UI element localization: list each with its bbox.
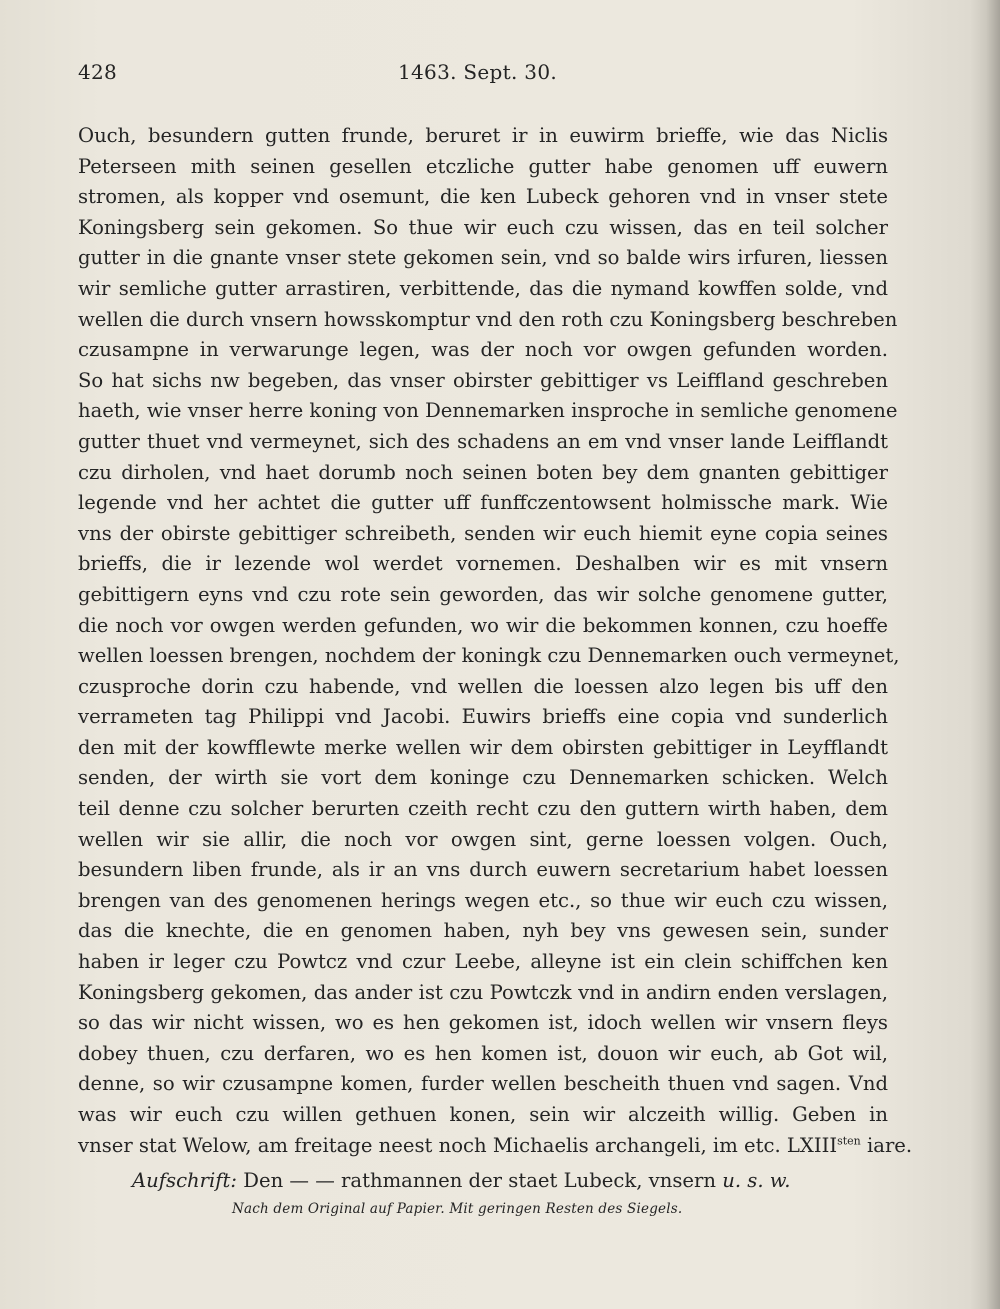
- text-line: besundern liben frunde, als ir an vns durch euwern secretarium habet loessen: [78, 858, 888, 882]
- address-text: Den — — rathmannen der staet Lubeck, vnsern: [237, 1169, 723, 1192]
- text-line: brieffs, die ir lezende wol werdet vornemen. Deshalben wir es mit vnsern: [78, 552, 888, 576]
- text-line: denne, so wir czusampne komen, furder wellen bescheith thuen vnd sagen. Vnd: [78, 1072, 888, 1096]
- text-line: Ouch, besundern gutten frunde, beruret ir in euwirm brieffe, wie das Niclis: [78, 124, 888, 147]
- text-line: So hat sichs nw begeben, das vnser obirster gebittiger vs Leiffland geschreben: [78, 368, 888, 392]
- text-line: dobey thuen, czu derfaren, wo es hen komen ist, douon wir euch, ab Got wil,: [78, 1041, 888, 1065]
- text-line: wellen die durch vnsern howsskomptur vnd den roth czu Koningsberg beschreben: [78, 307, 898, 331]
- text-line: haeth, wie vnser herre koning von Dennemarken insproche in semliche genomene: [78, 399, 898, 423]
- closing-date-text: vnser stat Welow, am freitage neest noch Michaelis archangeli, im etc. LXIII: [78, 1133, 838, 1157]
- page-edge-shadow: [986, 0, 1000, 1309]
- text-line: wir semliche gutter arrastiren, verbittende, das die nymand kowffen solde, vnd: [78, 276, 888, 300]
- text-line: teil denne czu solcher berurten czeith recht czu den guttern wirth haben, dem: [78, 797, 888, 821]
- date-heading: 1463. Sept. 30.: [398, 60, 558, 84]
- letter-body: [78, 121, 913, 1161]
- text-line: die noch vor owgen werden gefunden, wo wir die bekommen konnen, czu hoeffe: [78, 613, 888, 637]
- address-label: Aufschrift:: [132, 1169, 238, 1192]
- text-line: czusampne in verwarunge legen, was der noch vor owgen gefunden worden.: [78, 338, 888, 362]
- text-line: Koningsberg sein gekomen. So thue wir euch czu wissen, das en teil solcher: [78, 215, 888, 239]
- text-line: senden, der wirth sie vort dem koninge czu Dennemarken schicken. Welch: [78, 766, 888, 790]
- text-line: haben ir leger czu Powtcz vnd czur Leebe, alleyne ist ein clein schiffchen ken: [78, 950, 888, 974]
- text-line: gutter thuet vnd vermeynet, sich des schadens an em vnd vnser lande Leifflandt: [78, 429, 888, 453]
- text-line: czu dirholen, vnd haet dorumb noch seinen boten bey dem gnanten gebittiger: [78, 460, 888, 484]
- closing-date-line: [78, 1131, 913, 1162]
- text-line: den mit der kowfflewte merke wellen wir dem obirsten gebittiger in Leyfflandt: [78, 735, 888, 759]
- text-line: wellen loessen brengen, nochdem der koningk czu Dennemarken ouch vermeynet,: [78, 644, 900, 668]
- text-line: brengen van des genomenen herings wegen etc., so thue wir euch czu wissen,: [78, 888, 888, 912]
- text-line: das die knechte, die en genomen haben, nyh bey vns gewesen sein, sunder: [78, 919, 888, 943]
- text-line: gebittigern eyns vnd czu rote sein geworden, das wir solche genomene gutter,: [78, 582, 888, 606]
- page-header: [78, 60, 898, 90]
- ordinal-superscript: sten: [837, 1134, 861, 1148]
- page-number: 428: [78, 60, 118, 84]
- address-line: [132, 1169, 832, 1201]
- text-line: vns der obirste gebittiger schreibeth, senden wir euch hiemit eyne copia seines: [78, 521, 888, 545]
- text-line: legende vnd her achtet die gutter uff funffczentowsent holmissche mark. Wie: [78, 491, 888, 515]
- closing-date-end: iare.: [860, 1133, 913, 1157]
- text-line: verrameten tag Philippi vnd Jacobi. Euwirs brieffs eine copia vnd sunderlich: [78, 705, 888, 729]
- text-line: stromen, als kopper vnd osemunt, die ken Lubeck gehoren vnd in vnser stete: [78, 185, 888, 209]
- source-note: Nach dem Original auf Papier. Mit geringen Resten des Siegels.: [232, 1201, 683, 1217]
- text-line: was wir euch czu willen gethuen konen, sein wir alczeith willig. Geben in: [78, 1103, 888, 1126]
- text-line: czusproche dorin czu habende, vnd wellen die loessen alzo legen bis uff den: [78, 674, 888, 698]
- text-line: so das wir nicht wissen, wo es hen gekomen ist, idoch wellen wir vnsern fleys: [78, 1011, 888, 1035]
- text-line: gutter in die gnante vnser stete gekomen sein, vnd so balde wirs irfuren, liessen: [78, 246, 888, 270]
- text-line: Koningsberg gekomen, das ander ist czu Powtczk vnd in andirn enden verslagen,: [78, 980, 888, 1004]
- text-line: wellen wir sie allir, die noch vor owgen sint, gerne loessen volgen. Ouch,: [78, 827, 888, 851]
- text-line: Peterseen mith seinen gesellen etczliche gutter habe genomen uff euwern: [78, 154, 888, 178]
- address-tail: u. s. w.: [722, 1169, 791, 1192]
